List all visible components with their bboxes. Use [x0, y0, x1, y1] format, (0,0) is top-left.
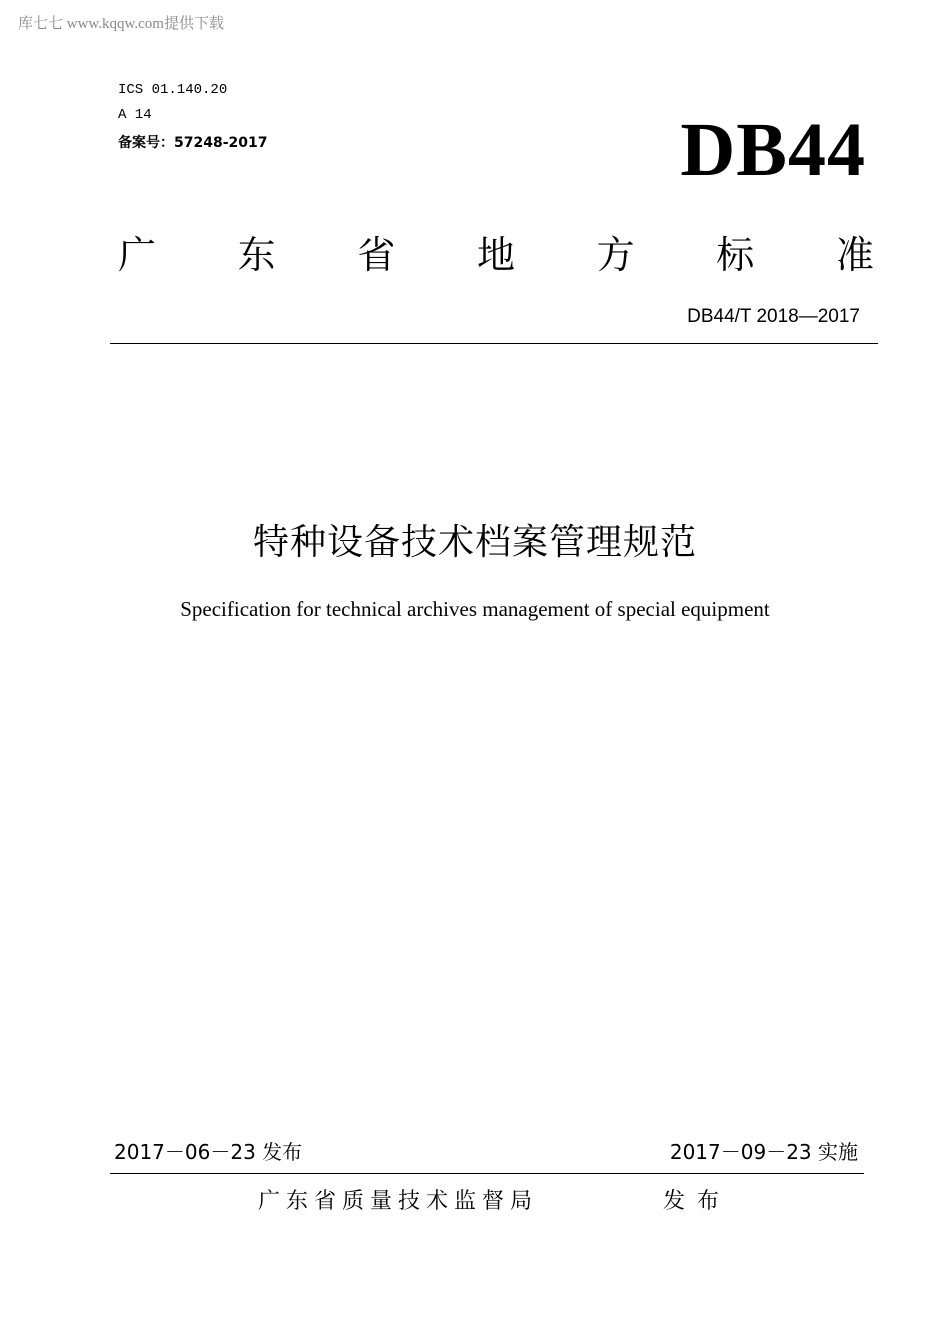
issuing-authority: 广东省质量技术监督局 — [258, 1189, 539, 1214]
standard-type-char: 准 — [835, 233, 874, 277]
standard-number: DB44/T 2018—2017 — [687, 306, 860, 327]
watermark-text: 库七七 www.kqqw.com提供下载 — [18, 16, 224, 32]
standard-type-char: 省 — [357, 233, 396, 277]
document-title-english: Specification for technical archives management of special equipment — [180, 597, 770, 621]
classification-code: A 14 — [118, 107, 152, 123]
standard-type-char: 广 — [118, 233, 157, 277]
document-title-chinese: 特种设备技术档案管理规范 — [252, 522, 697, 563]
effective-date: 2017－09－23 实施 — [669, 1140, 858, 1164]
db44-logo: DB44 — [680, 108, 866, 192]
standard-type-char: 地 — [476, 233, 515, 277]
standard-type-char: 东 — [237, 233, 276, 277]
publish-date: 2017－06－23 发布 — [114, 1140, 303, 1164]
record-number: 备案号：57248-2017 — [118, 135, 268, 151]
standard-type-char: 方 — [596, 233, 635, 277]
issue-label: 发布 — [663, 1189, 732, 1214]
standard-type-char: 标 — [716, 233, 755, 277]
ics-code: ICS 01.140.20 — [118, 82, 228, 98]
footer-divider — [110, 1173, 864, 1174]
header-divider — [110, 343, 878, 344]
standard-type-heading — [118, 233, 874, 277]
